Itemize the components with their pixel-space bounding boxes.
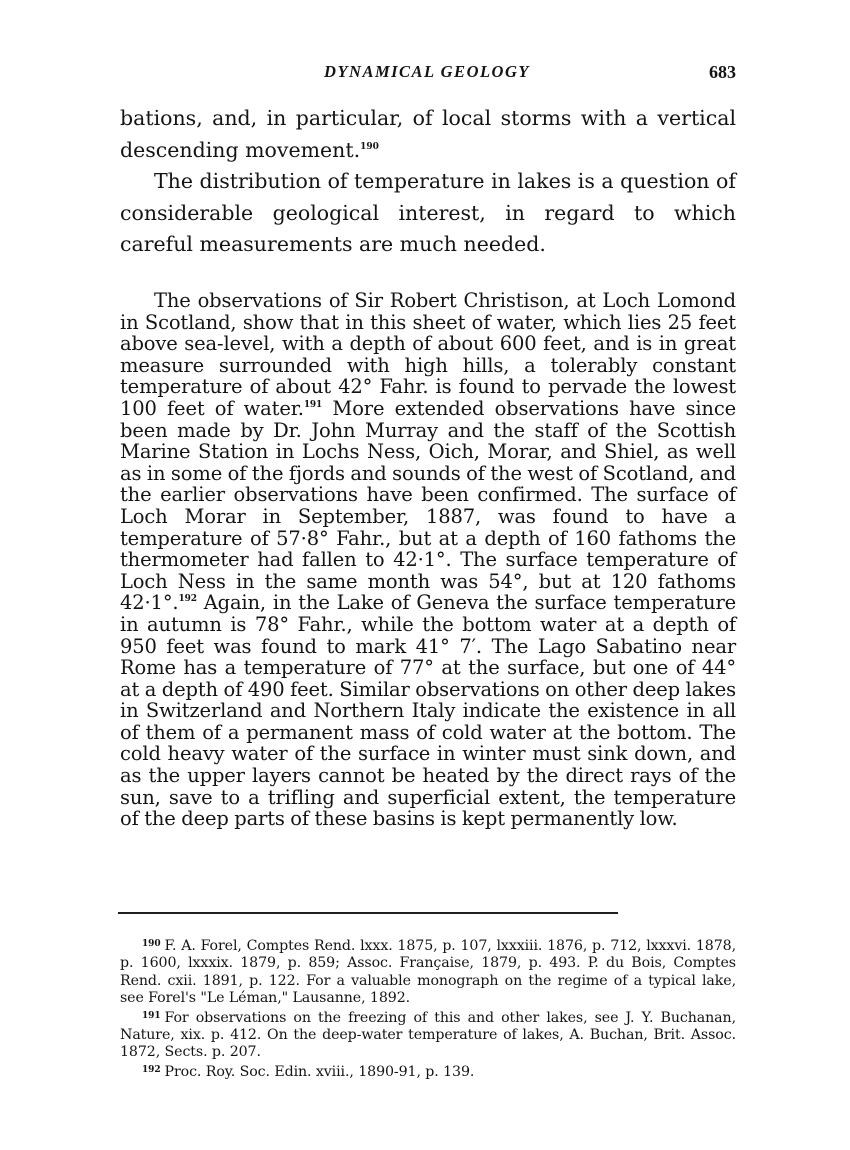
footnote-divider [118, 912, 618, 914]
main-sentence-2: More extended observations have since been made by Dr. John Murray and the staff of the Scottish Marine Station in Lochs Ness, Oich, Morar, and Shiel, as well as in some of the fjords and sounds of the west of Scotland, and the earlier observations have been confirmed. The surface of Loch Morar in September, 1887, was found to have a temperature of 57·8° Fahr., but at a depth of 160 fathoms the thermometer had fallen to 42·1°. The surface temperature of Loch Ness in the same month was 54°, but at 120 fathoms 42·1°. [120, 396, 736, 615]
footnote-text: Proc. Roy. Soc. Edin. xviii., 1890-91, p. 139. [164, 1063, 475, 1080]
main-sentence-1: The observations of Sir Robert Christison, at Loch Lomond in Scotland, show that in this sheet of water, which lies 25 feet above sea-level, with a depth of about 600 feet, and is in great measure surrounded with high hills, a tolerably constant temperature of about 42° Fahr. is found to pervade the lowest 100 feet of water. [120, 289, 736, 420]
footnote-192 [120, 1062, 736, 1081]
main-paragraph [120, 290, 736, 830]
footnote-190 [120, 936, 736, 1008]
footnote-text: For observations on the freezing of this and other lakes, see J. Y. Buchanan, Nature, xix. p. 412. On the deep-water temperature of lakes, A. Buchan, Brit. Assoc. 1872, Sects. p. 207. [120, 1009, 736, 1061]
footnote-ref-190: 190 [360, 141, 379, 152]
footnote-number: 190 [142, 939, 161, 949]
intro-block [120, 103, 736, 261]
footnote-ref-191: 191 [303, 399, 323, 410]
intro-paragraph-1-text: bations, and, in particular, of local storms with a vertical descending movement. [120, 106, 736, 162]
footnote-number: 192 [142, 1064, 161, 1075]
footnote-text: F. A. Forel, Comptes Rend. lxxx. 1875, p. 107, lxxxiii. 1876, p. 712, lxxxvi. 1878, p. 1600, lxxxix. 1879, p. 859; Assoc. Française, 1879, p. 493. P. du Bois, Comptes Rend. cxii. 1891, p. 122. For a valuable monograph on the regime of a typical lake, see Forel's "Le Léman," Lausanne, 1892. [120, 938, 736, 1007]
footnote-number: 191 [142, 1010, 161, 1021]
footnote-191 [120, 1008, 736, 1062]
intro-paragraph-2: The distribution of temperature in lakes is a question of considerable geological interest, in regard to which careful measurements are much needed. [120, 169, 736, 256]
footnotes [120, 936, 736, 1081]
running-title: DYNAMICAL GEOLOGY [324, 62, 530, 81]
main-body [120, 290, 736, 830]
page-number: 683 [709, 62, 736, 82]
main-sentence-3: Again, in the Lake of Geneva the surface temperature in autumn is 78° Fahr., while the bottom water at a depth of 950 feet was found to mark 41° 7′. The Lago Sabatino near Rome has a temperature of 77° at the surface, but one of 44° at a depth of 490 feet. Similar observations on other deep lakes in Switzerland and Northern Italy indicate the existence in all of them of a permanent mass of cold water at the bottom. The cold heavy water of the surface in winter must sink down, and as the upper layers cannot be heated by the direct rays of the sun, save to a trifling and superficial extent, the temperature of the deep parts of these basins is kept permanently low. [120, 591, 736, 831]
footnote-ref-192: 192 [178, 594, 197, 605]
page-header [118, 62, 736, 86]
intro-paragraph-1 [120, 103, 736, 166]
